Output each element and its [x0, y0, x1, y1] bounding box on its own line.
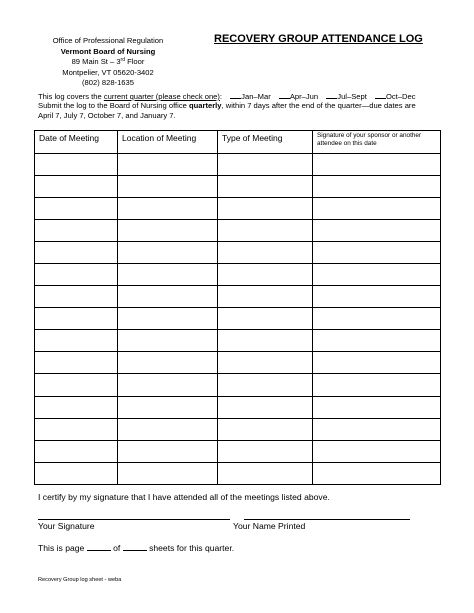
type-cell[interactable]: [218, 396, 313, 418]
table-row: [35, 220, 441, 242]
column-header-date: Date of Meeting: [35, 131, 118, 154]
submit-line: Submit the log to the Board of Nursing office quarterly, within 7 days after the end of the quarter—due dates are: [38, 101, 416, 111]
signature-cell[interactable]: [313, 264, 441, 286]
location-cell[interactable]: [118, 220, 218, 242]
office-name: Office of Professional Regulation: [52, 36, 164, 45]
location-cell[interactable]: [118, 330, 218, 352]
signature-cell[interactable]: [313, 374, 441, 396]
signature-cell[interactable]: [313, 440, 441, 462]
type-cell[interactable]: [218, 198, 313, 220]
column-header-location: Location of Meeting: [118, 131, 218, 154]
signature-cell[interactable]: [313, 154, 441, 176]
date-cell[interactable]: [35, 440, 118, 462]
column-header-signature: Signature of your sponsor or another attendee on this date: [313, 131, 441, 154]
date-cell[interactable]: [35, 264, 118, 286]
printed-name-line[interactable]: [244, 519, 410, 520]
date-cell[interactable]: [35, 154, 118, 176]
date-cell[interactable]: [35, 242, 118, 264]
table-row: [35, 462, 441, 484]
checkbox-blank[interactable]: [375, 92, 386, 99]
table-row: [35, 154, 441, 176]
type-cell[interactable]: [218, 330, 313, 352]
page-count-line: This is page of sheets for this quarter.: [38, 543, 235, 553]
type-cell[interactable]: [218, 462, 313, 484]
type-cell[interactable]: [218, 308, 313, 330]
date-cell[interactable]: [35, 220, 118, 242]
board-name: Vermont Board of Nursing: [60, 46, 156, 56]
date-cell[interactable]: [35, 352, 118, 374]
date-cell[interactable]: [35, 286, 118, 308]
date-cell[interactable]: [35, 418, 118, 440]
table-row: [35, 374, 441, 396]
type-cell[interactable]: [218, 220, 313, 242]
table-row: [35, 198, 441, 220]
city-address: Montpelier, VT 05620-3402: [62, 67, 154, 77]
signature-cell[interactable]: [313, 418, 441, 440]
table-row: [35, 396, 441, 418]
location-cell[interactable]: [118, 154, 218, 176]
printed-name-label: Your Name Printed: [233, 521, 306, 531]
footer-note: Recovery Group log sheet - weba: [38, 577, 122, 583]
table-header-row: [35, 131, 441, 154]
table-row: [35, 176, 441, 198]
type-cell[interactable]: [218, 440, 313, 462]
location-cell[interactable]: [118, 374, 218, 396]
total-sheets-blank[interactable]: [123, 543, 147, 551]
org-header: [34, 36, 182, 89]
table-row: [35, 352, 441, 374]
page-number-blank[interactable]: [87, 543, 111, 551]
attendance-table: [34, 130, 441, 485]
signature-label: Your Signature: [38, 521, 95, 531]
type-cell[interactable]: [218, 418, 313, 440]
table-row: [35, 440, 441, 462]
quarter-option-oct-dec[interactable]: Oct–Dec: [375, 92, 416, 101]
signature-cell[interactable]: [313, 286, 441, 308]
type-cell[interactable]: [218, 242, 313, 264]
signature-cell[interactable]: [313, 308, 441, 330]
phone-number: (802) 828-1635: [82, 78, 134, 87]
location-cell[interactable]: [118, 176, 218, 198]
date-cell[interactable]: [35, 308, 118, 330]
signature-cell[interactable]: [313, 396, 441, 418]
quarter-option-jul-sept[interactable]: Jul–Sept: [326, 92, 367, 101]
table-row: [35, 418, 441, 440]
date-cell[interactable]: [35, 374, 118, 396]
signature-line[interactable]: [38, 519, 230, 520]
table-row: [35, 286, 441, 308]
location-cell[interactable]: [118, 462, 218, 484]
table-row: [35, 308, 441, 330]
table-row: [35, 264, 441, 286]
location-cell[interactable]: [118, 440, 218, 462]
signature-cell[interactable]: [313, 352, 441, 374]
signature-cell[interactable]: [313, 242, 441, 264]
table-row: [35, 242, 441, 264]
quarter-option-apr-jun[interactable]: Apr–Jun: [279, 92, 318, 101]
signature-cell[interactable]: [313, 462, 441, 484]
date-cell[interactable]: [35, 462, 118, 484]
date-cell[interactable]: [35, 396, 118, 418]
checkbox-blank[interactable]: [230, 92, 241, 99]
date-cell[interactable]: [35, 176, 118, 198]
table-row: [35, 330, 441, 352]
column-header-type: Type of Meeting: [218, 131, 313, 154]
type-cell[interactable]: [218, 286, 313, 308]
location-cell[interactable]: [118, 286, 218, 308]
signature-cell[interactable]: [313, 330, 441, 352]
date-cell[interactable]: [35, 330, 118, 352]
type-cell[interactable]: [218, 154, 313, 176]
document-title: RECOVERY GROUP ATTENDANCE LOG: [214, 33, 423, 45]
quarter-option-jan-mar[interactable]: Jan–Mar: [230, 92, 271, 101]
date-cell[interactable]: [35, 198, 118, 220]
location-cell[interactable]: [118, 198, 218, 220]
location-cell[interactable]: [118, 264, 218, 286]
type-cell[interactable]: [218, 264, 313, 286]
quarter-line: This log covers the current quarter (please check one): Jan–Mar Apr–Jun Jul–Sept Oct–Dec: [38, 92, 416, 101]
location-cell[interactable]: [118, 418, 218, 440]
checkbox-blank[interactable]: [326, 92, 337, 99]
location-cell[interactable]: [118, 352, 218, 374]
street-address: 89 Main St – 3rd Floor: [71, 57, 145, 66]
type-cell[interactable]: [218, 176, 313, 198]
location-cell[interactable]: [118, 242, 218, 264]
signature-cell[interactable]: [313, 176, 441, 198]
location-cell[interactable]: [118, 308, 218, 330]
due-dates-line: April 7, July 7, October 7, and January 7.: [38, 110, 176, 120]
type-cell[interactable]: [218, 352, 313, 374]
location-cell[interactable]: [118, 396, 218, 418]
type-cell[interactable]: [218, 374, 313, 396]
signature-cell[interactable]: [313, 198, 441, 220]
instructions: [38, 92, 448, 120]
signature-cell[interactable]: [313, 220, 441, 242]
certification-statement: I certify by my signature that I have attended all of the meetings listed above.: [38, 492, 330, 502]
table-body: [35, 154, 441, 485]
checkbox-blank[interactable]: [279, 92, 290, 99]
